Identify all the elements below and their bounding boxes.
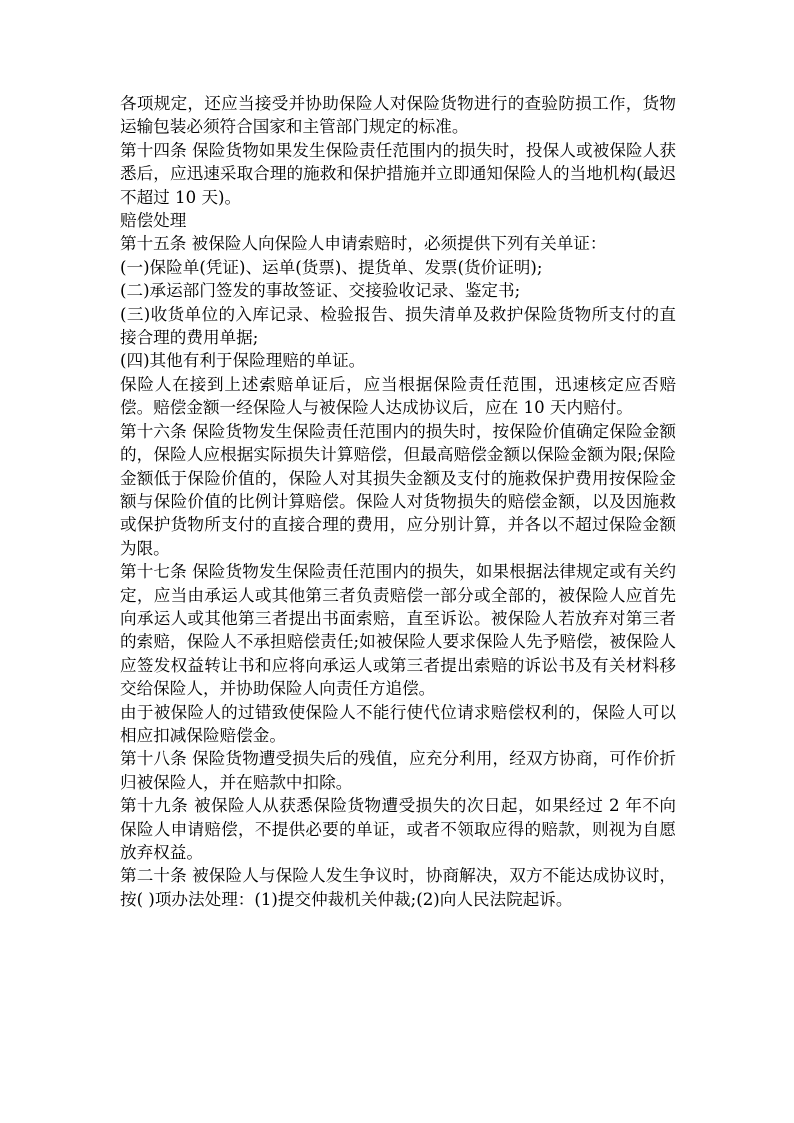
article-17-note: 由于被保险人的过错致使保险人不能行使代位请求赔偿权利的，保险人可以相应扣减保险赔偿金。 xyxy=(120,702,676,745)
article-15: 第十五条 被保险人向保险人申请索赔时，必须提供下列有关单证： xyxy=(120,234,607,254)
article-15-item-3: (三)收货单位的入库记录、检验报告、损失清单及救护保险货物所支付的直接合理的费用单据; xyxy=(120,304,676,348)
document-body xyxy=(120,92,676,911)
article-19: 第十九条 被保险人从获悉保险货物遭受损失的次日起，如果经过 2 年不向保险人申请赔偿，不提供必要的单证，或者不领取应得的赔款，则视为自愿放弃权益。 xyxy=(120,796,676,862)
article-20: 第二十条 被保险人与保险人发生争议时，协商解决，双方不能达成协议时，按( )项办法处理：(1)提交仲裁机关仲裁;(2)向人民法院起诉。 xyxy=(120,866,676,909)
article-15-item-4: (四)其他有利于保险理赔的单证。 xyxy=(120,351,366,371)
article-17: 第十七条 保险货物发生保险责任范围内的损失，如果根据法律规定或有关约定，应当由承运人或其他第三者负责赔偿一部分或全部的，被保险人应首先向承运人或其他第三者提出书面索赔，直至诉讼。被保险人若放弃对第三者的索赔，保险人不承担赔偿责任;如被保险人要求保险人先予赔偿，被保险人应签发权益转让书和应将向承运人或第三者提出索赔的诉讼书及有关材料移交给保险人，并协助保险人向责任方追偿。 xyxy=(120,562,676,699)
article-15-item-2: (二)承运部门签发的事故签证、交接验收记录、鉴定书; xyxy=(120,281,521,301)
article-15-note: 保险人在接到上述索赔单证后，应当根据保险责任范围，迅速核定应否赔偿。赔偿金额一经保险人与被保险人达成协议后，应在 10 天内赔付。 xyxy=(120,374,676,418)
article-16: 第十六条 保险货物发生保险责任范围内的损失时，按保险价值确定保险金额的，保险人应根据实际损失计算赔偿，但最高赔偿金额以保险金额为限;保险金额低于保险价值的，保险人对其损失金额及支付的施救保护费用按保险金额与保险价值的比例计算赔偿。保险人对货物损失的赔偿金额，以及因施救或保护货物所支付的直接合理的费用，应分别计算，并各以不超过保险金额为限。 xyxy=(120,421,676,558)
section-heading-claims: 赔偿处理 xyxy=(120,211,187,231)
article-18: 第十八条 保险货物遭受损失后的残值，应充分利用，经双方协商，可作价折归被保险人，并在赔款中扣除。 xyxy=(120,749,676,792)
paragraph-continuation: 各项规定，还应当接受并协助保险人对保险货物进行的查验防损工作，货物运输包装必须符合国家和主管部门规定的标准。 xyxy=(120,94,676,137)
article-15-item-1: (一)保险单(凭证)、运单(货票)、提货单、发票(货价证明); xyxy=(120,257,543,277)
article-14: 第十四条 保险货物如果发生保险责任范围内的损失时，投保人或被保险人获悉后，应迅速采取合理的施救和保护措施并立即通知保险人的当地机构(最迟不超过 10 天)。 xyxy=(120,140,676,207)
